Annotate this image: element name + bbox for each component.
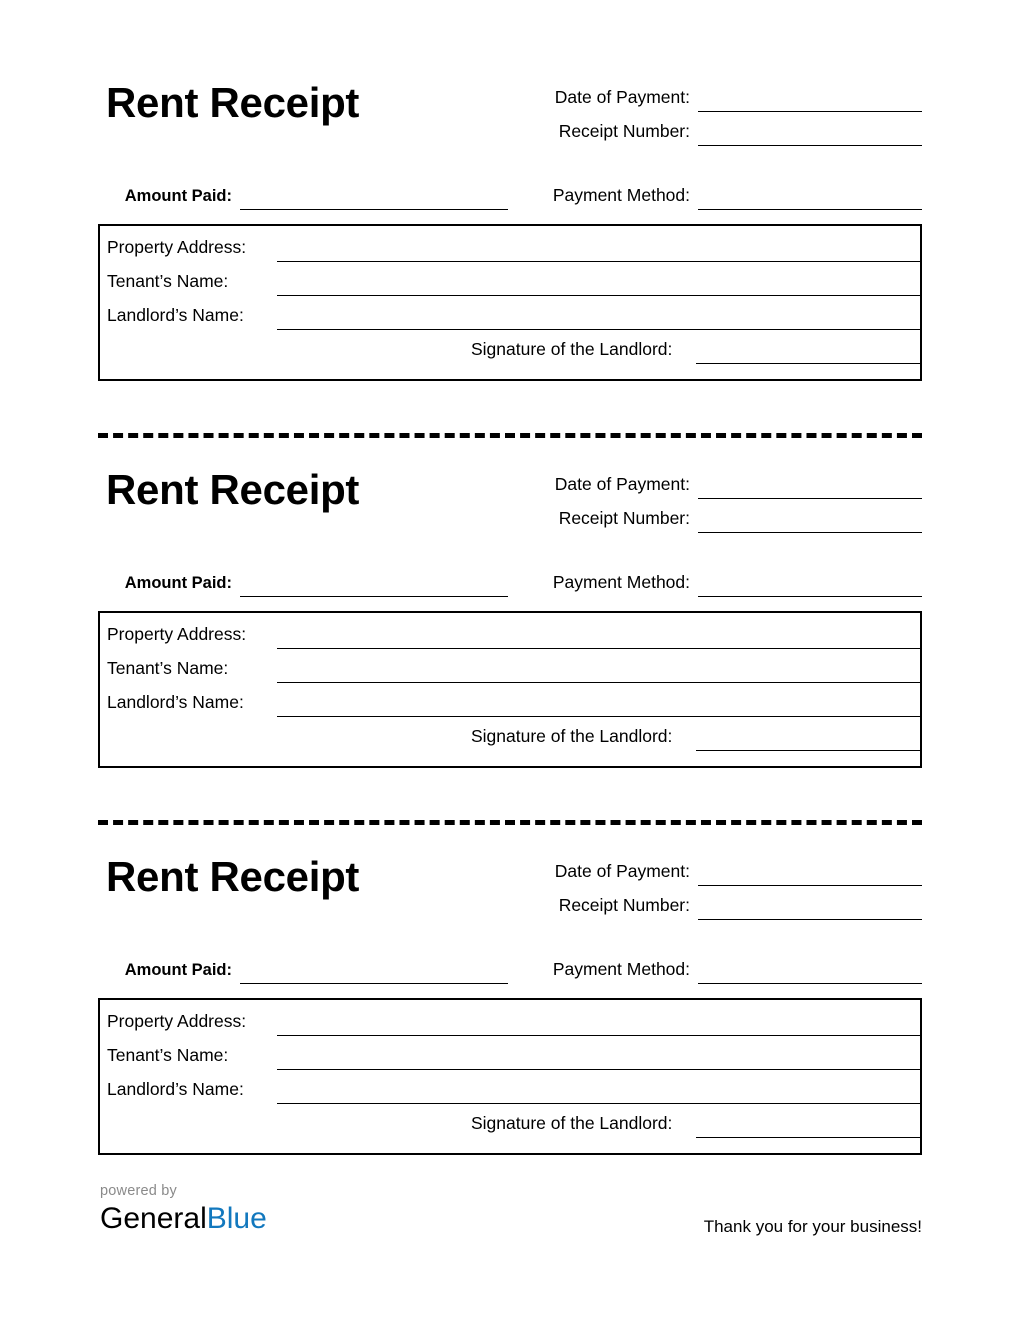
receipt-number-label-3: Receipt Number: (558, 894, 690, 915)
payment-method-label-1: Payment Method: (552, 184, 690, 205)
amount-paid-input-line-3[interactable] (240, 983, 508, 984)
property-address-field-3[interactable] (100, 1002, 920, 1036)
date-of-payment-label-3: Date of Payment: (554, 860, 690, 881)
receipt-block-2 (98, 451, 922, 768)
property-address-label-2: Property Address: (107, 623, 247, 644)
landlord-name-field-3[interactable] (100, 1070, 920, 1104)
payment-method-input-line-3[interactable] (698, 983, 922, 984)
signature-field-2[interactable] (100, 717, 920, 751)
receipt-details-box-3 (98, 998, 922, 1155)
signature-field-1[interactable] (100, 330, 920, 364)
brand-name-general: General (100, 1201, 207, 1235)
payment-method-field-1[interactable] (552, 176, 922, 210)
payment-method-input-line-2[interactable] (698, 596, 922, 597)
cut-line-1 (98, 433, 922, 438)
landlord-name-field-1[interactable] (100, 296, 920, 330)
amount-paid-field-1[interactable] (124, 176, 508, 210)
receipt-details-box-1 (98, 224, 922, 381)
date-of-payment-field-3[interactable] (554, 852, 922, 886)
receipt-number-label-1: Receipt Number: (558, 120, 690, 141)
amount-paid-label-1: Amount Paid: (124, 186, 232, 205)
property-address-label-1: Property Address: (107, 236, 247, 257)
amount-paid-input-line-2[interactable] (240, 596, 508, 597)
receipt-number-input-line-1[interactable] (698, 145, 922, 146)
tenant-name-label-2: Tenant’s Name: (107, 657, 229, 678)
property-address-label-3: Property Address: (107, 1010, 247, 1031)
tenant-name-label-1: Tenant’s Name: (107, 270, 229, 291)
payment-method-field-2[interactable] (552, 563, 922, 597)
date-of-payment-field-2[interactable] (554, 465, 922, 499)
amount-paid-label-3: Amount Paid: (124, 960, 232, 979)
landlord-name-label-1: Landlord’s Name: (107, 304, 244, 325)
date-of-payment-label-2: Date of Payment: (554, 473, 690, 494)
receipt-number-label-2: Receipt Number: (558, 507, 690, 528)
brand-name (100, 1201, 267, 1235)
signature-field-3[interactable] (100, 1104, 920, 1138)
receipt-block-1 (98, 64, 922, 381)
tenant-name-field-2[interactable] (100, 649, 920, 683)
tenant-name-label-3: Tenant’s Name: (107, 1044, 229, 1065)
receipt-block-3 (98, 838, 922, 1155)
cut-line-2 (98, 820, 922, 825)
signature-label-3: Signature of the Landlord: (471, 1112, 673, 1133)
payment-method-label-2: Payment Method: (552, 571, 690, 592)
page-title-2: Rent Receipt (106, 466, 360, 513)
signature-input-line-2[interactable] (696, 750, 920, 751)
date-of-payment-field-1[interactable] (554, 78, 922, 112)
tenant-name-field-3[interactable] (100, 1036, 920, 1070)
amount-paid-label-2: Amount Paid: (124, 573, 232, 592)
payment-method-label-3: Payment Method: (552, 958, 690, 979)
signature-input-line-3[interactable] (696, 1137, 920, 1138)
receipt-header-2 (98, 451, 922, 611)
signature-label-2: Signature of the Landlord: (471, 725, 673, 746)
amount-paid-field-2[interactable] (124, 563, 508, 597)
receipt-number-input-line-3[interactable] (698, 919, 922, 920)
page-title-1: Rent Receipt (106, 79, 360, 126)
payment-method-input-line-1[interactable] (698, 209, 922, 210)
amount-paid-input-line-1[interactable] (240, 209, 508, 210)
receipt-header-1 (98, 64, 922, 224)
property-address-field-1[interactable] (100, 228, 920, 262)
page-title-3: Rent Receipt (106, 853, 360, 900)
receipt-number-field-2[interactable] (558, 499, 922, 533)
receipt-number-field-1[interactable] (558, 112, 922, 146)
tenant-name-field-1[interactable] (100, 262, 920, 296)
receipt-number-input-line-2[interactable] (698, 532, 922, 533)
payment-method-field-3[interactable] (552, 950, 922, 984)
generalblue-logo (100, 1184, 267, 1234)
receipt-number-field-3[interactable] (558, 886, 922, 920)
landlord-name-label-2: Landlord’s Name: (107, 691, 244, 712)
brand-name-blue: Blue (206, 1201, 267, 1235)
powered-by-label: powered by (100, 1183, 177, 1199)
signature-label-1: Signature of the Landlord: (471, 338, 673, 359)
landlord-name-label-3: Landlord’s Name: (107, 1078, 244, 1099)
receipt-header-3 (98, 838, 922, 998)
receipt-details-box-2 (98, 611, 922, 768)
amount-paid-field-3[interactable] (124, 950, 508, 984)
thank-you-message: Thank you for your business! (703, 1217, 922, 1236)
property-address-field-2[interactable] (100, 615, 920, 649)
date-of-payment-label-1: Date of Payment: (554, 86, 690, 107)
landlord-name-field-2[interactable] (100, 683, 920, 717)
signature-input-line-1[interactable] (696, 363, 920, 364)
